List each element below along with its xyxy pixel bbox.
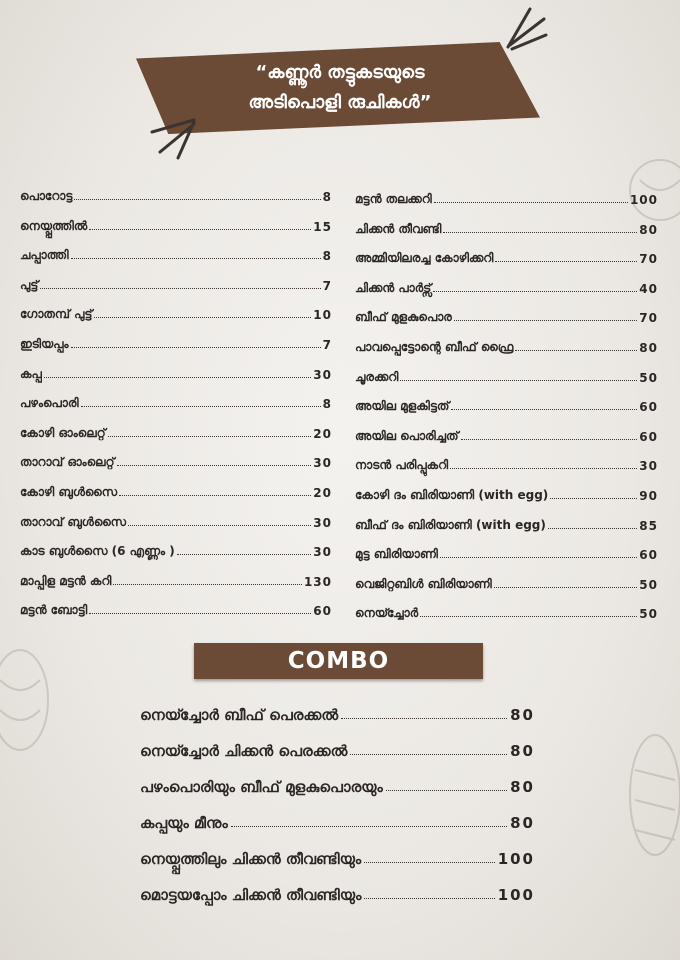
menu-item-name: നെയ്പ്പത്തിലും ചിക്കൻ തീവണ്ടിയും [140, 850, 362, 868]
menu-item-row [355, 455, 658, 473]
menu-item-price: 8 [322, 190, 332, 204]
dotted-leader [350, 754, 507, 755]
menu-item-name: മൊട്ടയപ്പോം ചിക്കൻ തീവണ്ടിയും [140, 886, 362, 904]
menu-item-name: കോഴി ഓംലെറ്റ് [20, 425, 106, 440]
menu-item-price: 30 [313, 515, 332, 530]
menu-item-price: 60 [313, 604, 332, 619]
menu-item-name: കോഴി ദം ബിരിയാണി (with egg) [355, 488, 549, 502]
menu-item-row [355, 574, 658, 592]
dotted-leader [443, 232, 637, 233]
menu-item-price: 60 [639, 429, 658, 444]
dotted-leader [364, 898, 494, 899]
menu-item-row [355, 544, 658, 562]
menu-item-row [20, 186, 332, 204]
menu-item-row [355, 426, 658, 444]
menu-item-price: 85 [639, 518, 658, 533]
menu-item-name: വെജിറ്റബിൾ ബിരിയാണി [355, 576, 492, 591]
dotted-leader [71, 258, 321, 259]
food-doodle-left [0, 640, 60, 760]
menu-item-name: ബീഫ് മുളകുപൊര [355, 310, 452, 325]
dotted-leader [89, 229, 311, 230]
menu-item-row [355, 485, 658, 503]
menu-item-name: പാവപ്പെട്ടോന്റെ ബീഫ് ഫ്രൈ [355, 340, 514, 354]
menu-item-row [20, 275, 332, 293]
menu-item-name: മട്ടൻ തലക്കറി [355, 192, 432, 206]
dotted-leader [81, 406, 321, 407]
menu-item-row [20, 512, 332, 530]
menu-item-name: പുട്ട് [20, 277, 39, 292]
menu-item-row [355, 515, 658, 533]
menu-item-price: 30 [313, 456, 332, 471]
dotted-leader [40, 288, 320, 289]
menu-item-row [355, 189, 658, 207]
menu-item-name: നാടൻ പരിപ്പുകറി [355, 458, 449, 473]
menu-item-price: 100 [629, 193, 658, 207]
menu-item-row [20, 452, 332, 470]
menu-item-row [20, 245, 332, 263]
menu-item-row [20, 304, 332, 322]
menu-item-price: 80 [510, 742, 535, 760]
dotted-leader [119, 495, 311, 496]
dotted-leader [117, 465, 312, 466]
dotted-leader [450, 468, 637, 469]
menu-item-row [20, 482, 332, 500]
menu-item-name: കപ്പ [20, 366, 42, 381]
menu-item-row [140, 702, 535, 724]
menu-item-price: 20 [313, 426, 332, 441]
menu-item-price: 60 [639, 548, 658, 563]
combo-title: COMBO [287, 648, 390, 674]
dotted-leader [515, 350, 637, 351]
menu-item-name: നെയ്ച്ചോർ ബീഫ് പെരക്കൽ [140, 706, 339, 724]
menu-item-row [140, 774, 535, 796]
dotted-leader [420, 616, 637, 617]
sparkle-left-icon [148, 112, 198, 162]
menu-item-price: 70 [639, 252, 658, 267]
menu-item-row [20, 364, 332, 382]
menu-item-name: കോഴി ബുൾസൈ [20, 485, 118, 499]
menu-item-row [20, 600, 332, 618]
menu-item-name: മാപ്പിള മട്ടൻ കറി [20, 573, 112, 588]
menu-item-row [355, 248, 658, 266]
title-line-1: “കണ്ണൂർ തട്ടുകടയുടെ [255, 62, 425, 83]
menu-item-row [140, 810, 535, 832]
menu-item-name: പഴംപൊരി [20, 396, 79, 411]
menu-item-price: 15 [313, 219, 332, 234]
menu-item-price: 60 [639, 400, 658, 415]
dotted-leader [495, 261, 637, 262]
menu-item-name: അയില പൊരിച്ചത് [355, 428, 459, 443]
menu-item-row [20, 216, 332, 234]
menu-item-name: നെയ്ച്ചോർ [355, 606, 419, 621]
menu-item-row [140, 738, 535, 760]
menu-item-name: നെയ്പ്പത്തിൽ [20, 218, 88, 233]
dotted-leader [113, 584, 302, 585]
menu-item-price: 30 [313, 545, 332, 560]
dotted-leader [341, 718, 507, 719]
menu-item-price: 80 [510, 706, 535, 724]
menu-item-name: മട്ടൻ ബോട്ടി [20, 603, 88, 618]
dotted-leader [451, 409, 637, 410]
menu-item-row [355, 603, 658, 621]
dotted-leader [550, 498, 637, 499]
dotted-leader [461, 439, 638, 440]
menu-item-price: 80 [639, 222, 658, 237]
menu-item-row [20, 334, 332, 352]
menu-item-price: 40 [639, 281, 658, 296]
menu-item-price: 50 [639, 370, 658, 385]
menu-item-row [355, 367, 658, 385]
dotted-leader [231, 826, 507, 827]
menu-item-name: ചിക്കൻ പാർട്സ് [355, 280, 432, 295]
menu-item-name: ചൂരക്കറി [355, 369, 399, 384]
menu-item-name: ബീഫ് ദം ബിരിയാണി (with egg) [355, 517, 546, 532]
dotted-leader [71, 347, 321, 348]
menu-item-name: പഴംപൊരിയും ബീഫ് മുളകുപൊരയും [140, 778, 383, 796]
dotted-leader [177, 554, 312, 555]
menu-item-name: അമ്മിയിലരച്ച കോഴിക്കറി [355, 251, 494, 266]
menu-item-price: 50 [639, 607, 658, 622]
menu-item-price: 8 [322, 397, 332, 412]
menu-item-price: 30 [639, 459, 658, 474]
dotted-leader [108, 436, 312, 437]
menu-item-name: മുട്ട ബിരിയാണി [355, 547, 438, 562]
dotted-leader [94, 317, 311, 318]
dotted-leader [128, 525, 311, 526]
menu-item-name: ചപ്പാത്തി [20, 248, 69, 263]
menu-item-row [20, 541, 332, 559]
menu-item-name: കപ്പയും മീനും [140, 814, 228, 832]
menu-item-price: 7 [322, 278, 332, 293]
menu-item-price: 10 [313, 308, 332, 323]
menu-item-price: 50 [639, 577, 658, 592]
menu-item-price: 100 [497, 850, 535, 868]
dotted-leader [494, 587, 638, 588]
menu-item-price: 100 [497, 886, 535, 904]
dotted-leader [400, 380, 637, 381]
menu-item-name: ഇടിയപ്പം [20, 337, 69, 351]
title-banner-text [190, 58, 490, 118]
menu-item-name: താറാവ് ബുൾസൈ [20, 514, 127, 529]
dotted-leader [74, 199, 320, 200]
menu-item-price: 80 [510, 778, 535, 796]
title-line-2: അടിപൊളി രുചികൾ” [248, 92, 432, 113]
sparkle-top-right-icon [500, 5, 550, 55]
menu-item-row [140, 846, 535, 868]
menu-item-row [20, 423, 332, 441]
menu-item-row [355, 219, 658, 237]
menu-item-price: 7 [322, 338, 332, 352]
menu-item-price: 30 [313, 367, 332, 382]
dotted-leader [454, 320, 637, 321]
dotted-leader [89, 613, 311, 614]
dotted-leader [386, 790, 507, 791]
food-doodle-right-bottom [615, 720, 680, 870]
dotted-leader [548, 528, 637, 529]
menu-item-name: നെയ്ച്ചോർ ചിക്കൻ പെരക്കൽ [140, 742, 348, 760]
menu-item-price: 80 [510, 814, 535, 832]
dotted-leader [433, 291, 637, 292]
dotted-leader [440, 557, 637, 558]
menu-item-price: 20 [313, 486, 332, 500]
menu-item-name: ചിക്കൻ തീവണ്ടി [355, 221, 442, 236]
menu-item-name: ഗോതമ്പ് പുട്ട് [20, 307, 93, 322]
menu-item-price: 80 [639, 341, 658, 355]
menu-item-row [355, 337, 658, 355]
menu-item-name: പൊറോട്ട [20, 189, 73, 203]
menu-item-name: അയില മുളകിട്ടത് [355, 399, 450, 414]
dotted-leader [44, 377, 312, 378]
dotted-leader [364, 862, 494, 863]
menu-item-row [20, 571, 332, 589]
menu-item-price: 90 [639, 489, 658, 503]
menu-item-price: 70 [639, 311, 658, 326]
menu-item-row [355, 278, 658, 296]
menu-item-name: താറാവ് ഓംലെറ്റ് [20, 455, 115, 470]
menu-item-row [355, 396, 658, 414]
menu-item-price: 8 [322, 249, 332, 264]
menu-item-row [140, 882, 535, 904]
menu-item-name: കാട ബുൾസൈ (6 എണ്ണം ) [20, 544, 175, 559]
menu-item-row [355, 307, 658, 325]
dotted-leader [434, 202, 628, 203]
menu-item-price: 130 [303, 574, 332, 589]
menu-item-row [20, 393, 332, 411]
